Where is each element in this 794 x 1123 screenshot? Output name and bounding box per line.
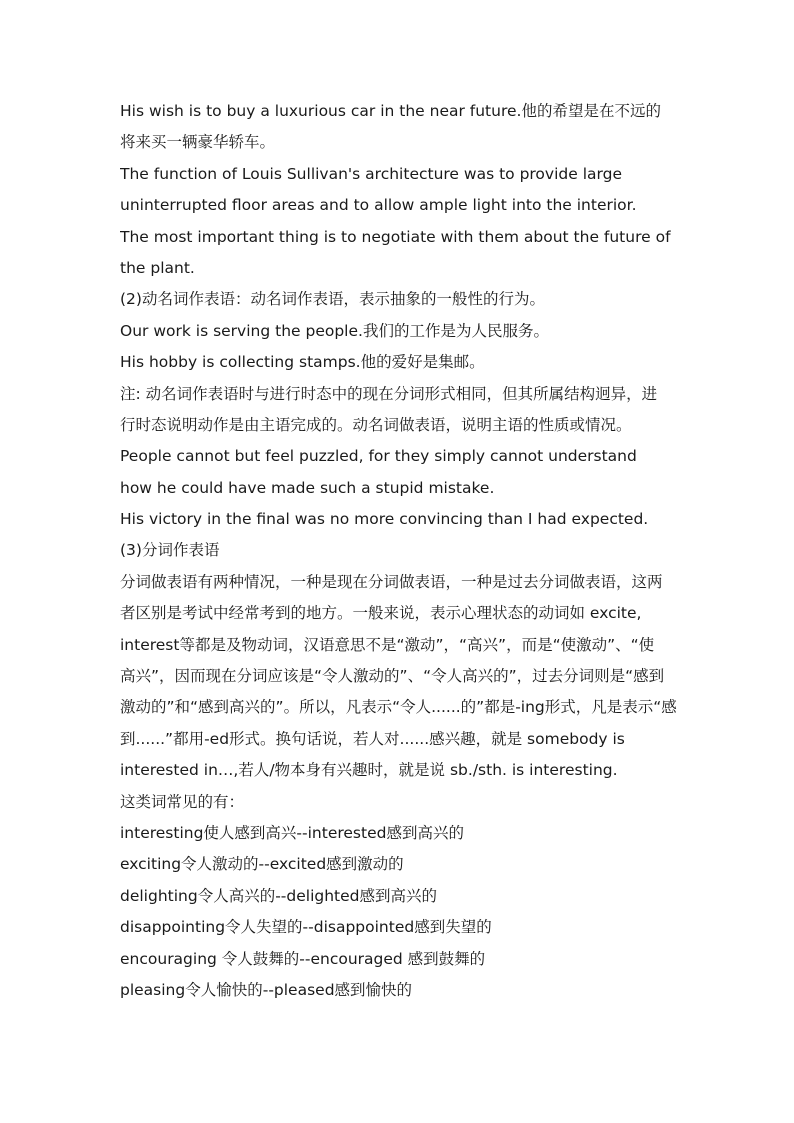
word-pair-line: exciting令人激动的--excited感到激动的 <box>120 855 404 874</box>
text-line: People cannot but feel puzzled, for they simply cannot understand <box>120 447 637 466</box>
document-page <box>120 96 680 1006</box>
text-line: His hobby is collecting stamps.他的爱好是集邮。 <box>120 353 485 372</box>
text-line: 高兴”，因而现在分词应该是“令人激动的”、“令人高兴的”，过去分词则是“感到 <box>120 667 665 686</box>
text-line: 激动的”和“感到高兴的”。所以，凡表示“令人......的”都是-ing形式，凡是表示“感 <box>120 698 677 717</box>
text-line: His victory in the final was no more convincing than I had expected. <box>120 510 649 529</box>
text-line: Our work is serving the people.我们的工作是为人民服务。 <box>120 321 549 340</box>
note-line: 行时态说明动作是由主语完成的。动名词做表语，说明主语的性质或情况。 <box>120 415 632 434</box>
word-pair-line: pleasing令人愉快的--pleased感到愉快的 <box>120 980 413 999</box>
text-line: interested in…,若人/物本身有兴趣时，就是说 sb./sth. is interesting. <box>120 761 618 780</box>
text-line: The function of Louis Sullivan's architecture was to provide large <box>120 164 622 183</box>
text-line: 到......”都用-ed形式。换句话说，若人对......感兴趣，就是 somebody is <box>120 729 625 748</box>
word-pair-line: encouraging 令人鼓舞的--encouraged 感到鼓舞的 <box>120 949 486 968</box>
word-pair-line: delighting令人高兴的--delighted感到高兴的 <box>120 886 437 905</box>
text-line: how he could have made such a stupid mistake. <box>120 478 495 497</box>
text-line: His wish is to buy a luxurious car in the near future.他的希望是在不远的 <box>120 102 661 120</box>
text-line: 这类词常见的有： <box>120 792 245 811</box>
word-pair-line: disappointing令人失望的--disappointed感到失望的 <box>120 918 492 937</box>
word-pair-line: interesting使人感到高兴--interested感到高兴的 <box>120 823 464 842</box>
section-heading: (2)动名词作表语：动名词作表语，表示抽象的一般性的行为。 <box>120 290 545 309</box>
text-line: The most important thing is to negotiate with them about the future of <box>120 227 671 246</box>
section-heading: (3)分词作表语 <box>120 541 220 560</box>
text-line: the plant. <box>120 258 195 277</box>
text-line: interest等都是及物动词，汉语意思不是“激动”，“高兴”，而是“使激动”、“使 <box>120 635 655 654</box>
text-line: uninterrupted floor areas and to allow ample light into the interior. <box>120 196 637 215</box>
text-line: 分词做表语有两种情况，一种是现在分词做表语，一种是过去分词做表语，这两 <box>120 572 663 591</box>
note-line: 注: 动名词作表语时与进行时态中的现在分词形式相同，但其所属结构迥异，进 <box>120 384 658 403</box>
text-line: 者区别是考试中经常考到的地方。一般来说，表示心理状态的动词如 excite, <box>120 604 642 623</box>
text-line: 将来买一辆豪华轿车。 <box>120 133 276 152</box>
